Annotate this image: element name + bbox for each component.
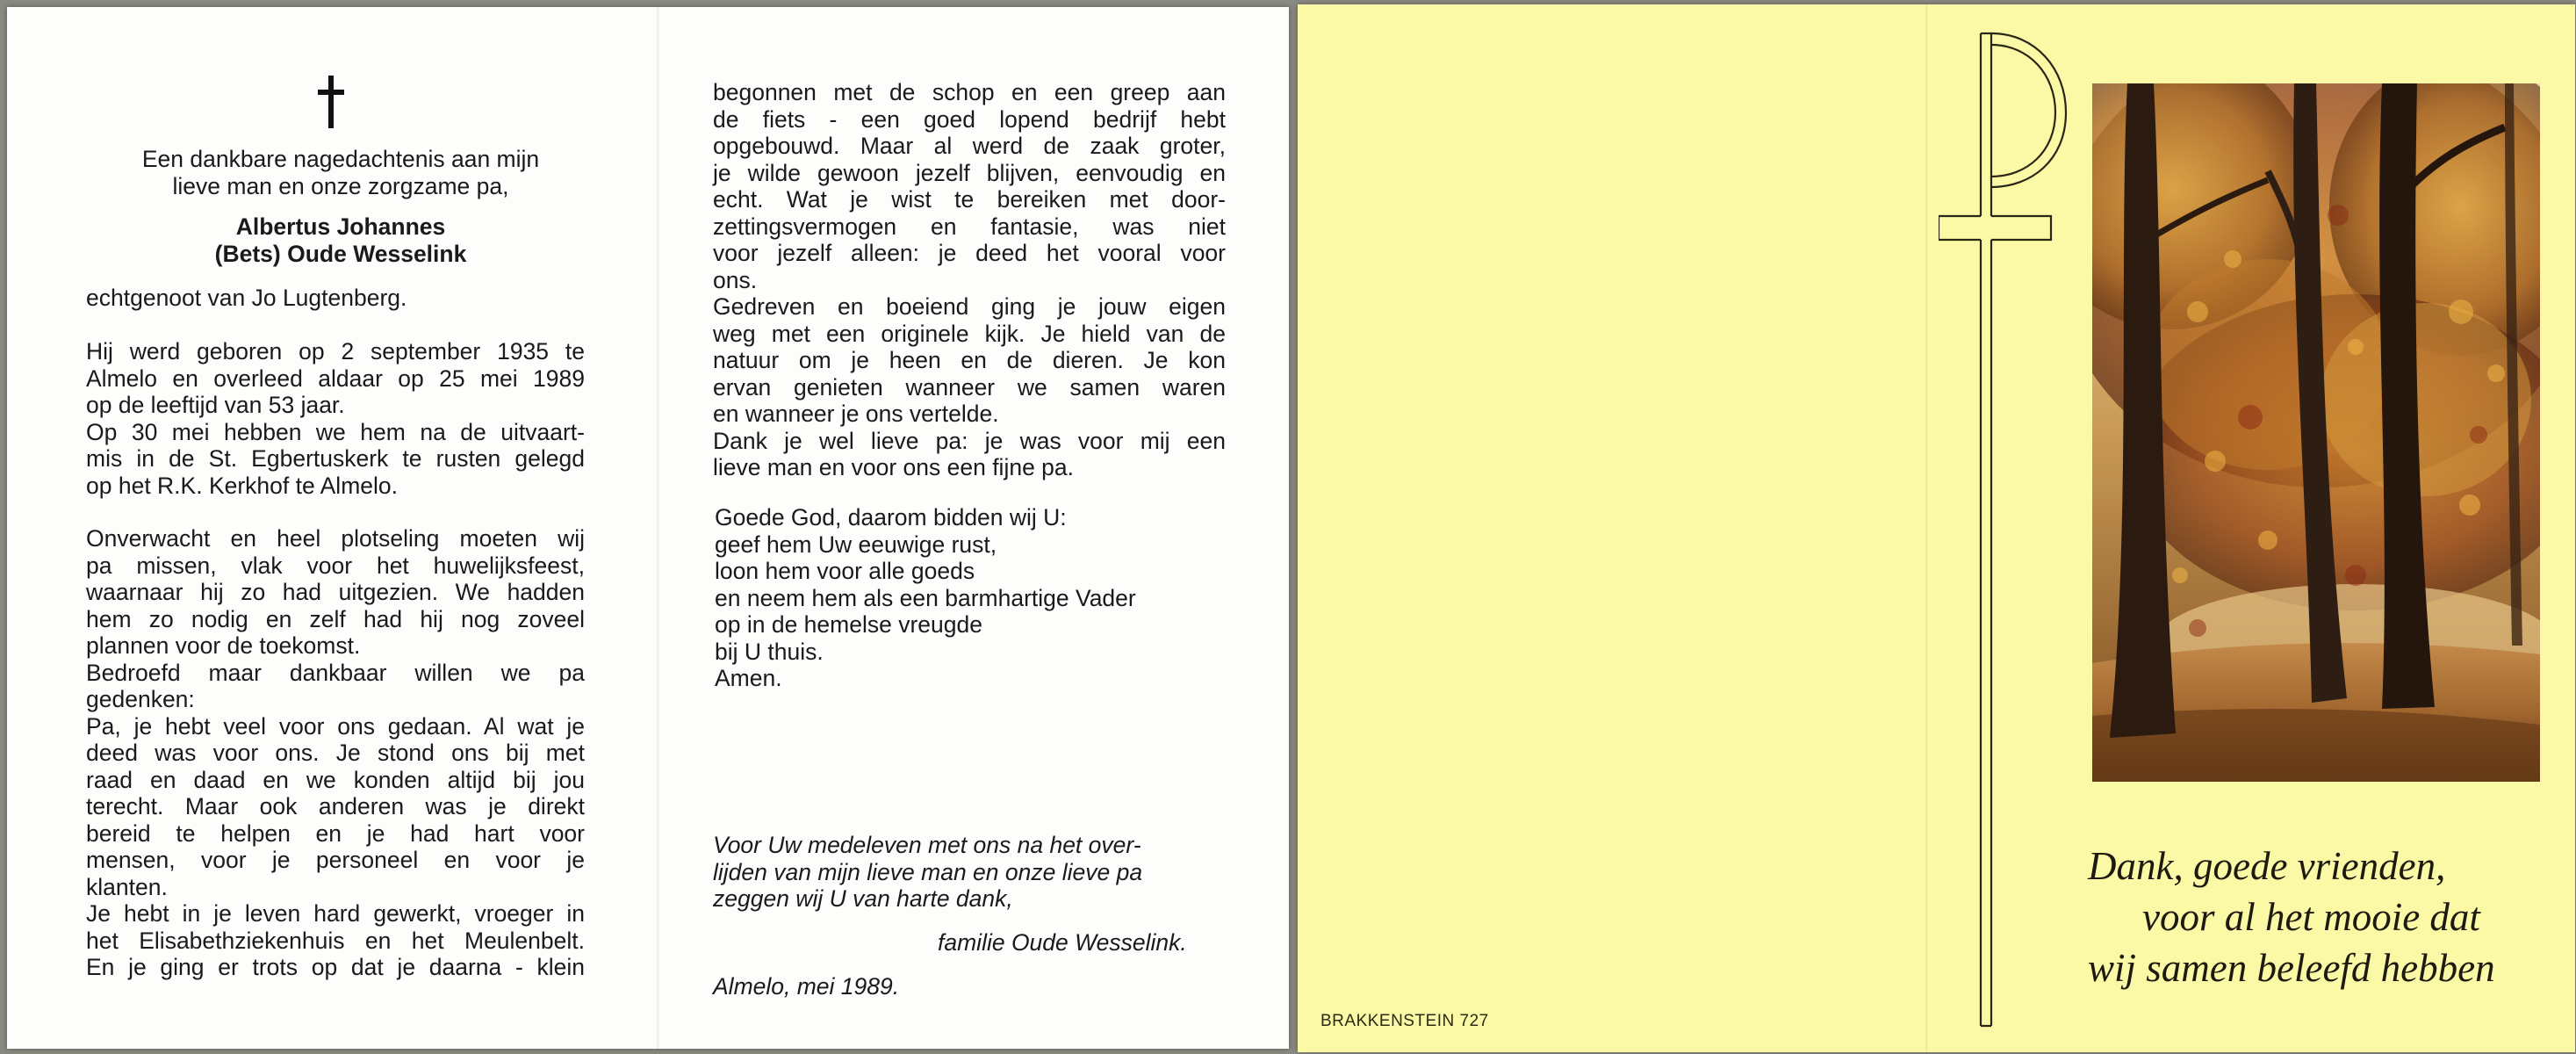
text-line: Pa, je hebt veel voor ons gedaan. Al wat je: [86, 712, 585, 740]
thanks-line: zeggen wij U van harte dank,: [713, 885, 1013, 912]
verse-line: wij samen beleefd hebben: [2088, 946, 2495, 990]
text-line: raad en daad en we konden altijd bij jou: [86, 766, 585, 793]
text-line: Dank je wel lieve pa: je was voor mij een: [713, 427, 1226, 454]
text-line: deed was voor ons. Je stond ons bij met: [86, 740, 585, 766]
text-line: Almelo en overleed aldaar op 25 mei 1989: [86, 365, 585, 392]
text-line: gedenken:: [86, 686, 195, 712]
intro-line: lieve man en onze zorgzame pa,: [172, 172, 509, 199]
text-line: Hij werd geboren op 2 september 1935 te: [86, 338, 585, 365]
text-line: en wanneer je ons vertelde.: [713, 401, 999, 427]
thanks-line: lijden van mijn lieve man en onze lieve pa: [713, 858, 1143, 885]
text-line: ons.: [713, 266, 758, 293]
text-line: zettingsvermogen en fantasie, was niet: [713, 213, 1226, 240]
printer-mark: BRAKKENSTEIN 727: [1320, 1012, 1489, 1030]
name-line: Albertus Johannes: [235, 213, 446, 240]
prayer-line: Amen.: [715, 665, 782, 691]
text-line: mis in de St. Egbertuskerk te rusten gelegd: [86, 445, 585, 472]
text-line: op de leeftijd van 53 jaar.: [86, 392, 345, 418]
thanks-line: Voor Uw medeleven met ons na het over-: [713, 832, 1141, 858]
prayer-line: geef hem Uw eeuwige rust,: [715, 531, 997, 558]
text-line: hem zo nodig en zelf had hij nog zoveel: [86, 605, 585, 632]
spouse-line: echtgenoot van Jo Lugtenberg.: [86, 285, 407, 311]
text-line: natuur om je heen en de dieren. Je kon: [713, 347, 1226, 373]
text-line: Op 30 mei hebben we hem na de uitvaart-: [86, 418, 585, 445]
text-line: mensen, voor je personeel en voor je: [86, 847, 585, 873]
text-line: klanten.: [86, 873, 168, 900]
text-line: lieve man en voor ons een fijne pa.: [713, 454, 1075, 480]
memorial-card-picture-side: [1298, 4, 2575, 1052]
memorial-card-text-side: [7, 7, 1289, 1049]
verse-line: voor al het mooie dat: [2142, 895, 2480, 939]
text-line: ervan genieten wanneer we samen waren: [713, 373, 1226, 401]
autumn-forest-photo: [2092, 83, 2540, 782]
prayer-line: bij U thuis.: [715, 638, 824, 665]
text-line: weg met een originele kijk. Je hield van de: [713, 320, 1226, 347]
text-line: En je ging er trots op dat je daarna - klein: [86, 954, 585, 980]
text-line: Onverwacht en heel plotseling moeten wij: [86, 525, 585, 552]
family-signature: familie Oude Wesselink.: [938, 929, 1187, 956]
text-line: echt. Wat je wist te bereiken met door-: [713, 186, 1226, 213]
text-line: Gedreven en boeiend ging je jouw eigen: [713, 293, 1226, 320]
text-line: voor jezelf alleen: je deed het vooral voor: [713, 240, 1226, 266]
chi-rho-cross-icon: [1939, 29, 2070, 1030]
text-line: begonnen met de schop en een greep aan: [713, 79, 1226, 105]
prayer-line: loon hem voor alle goeds: [715, 558, 975, 584]
card-fold-line: [1925, 4, 1928, 1052]
text-line: opgebouwd. Maar al werd de zaak groter,: [713, 133, 1226, 159]
text-line: Je hebt in je leven hard gewerkt, vroeger in: [86, 900, 585, 927]
prayer-line: op in de hemelse vreugde: [715, 611, 982, 638]
thank-you-verse: [2088, 841, 2544, 993]
name-line: (Bets) Oude Wesselink: [214, 240, 467, 267]
text-line: je wilde gewoon jezelf blijven, eenvoudig en: [713, 159, 1226, 186]
chi-rho-cross-svg: [1939, 29, 2070, 1030]
intro-line: Een dankbare nagedachtenis aan mijn: [141, 146, 540, 172]
text-line: het Elisabethziekenhuis en het Meulenbelt.: [86, 927, 585, 954]
prayer-paragraph: [715, 504, 1136, 692]
birth-death-paragraph: [86, 338, 585, 499]
thanks-paragraph: [713, 832, 1142, 913]
prayer-line: en neem hem als een barmhartige Vader: [715, 584, 1136, 611]
life-story-continued: [713, 79, 1226, 481]
text-line: terecht. Maar ook anderen was je direkt: [86, 793, 585, 819]
text-line: Bedroefd maar dankbaar willen we pa: [86, 659, 585, 686]
intro-text: [95, 146, 586, 199]
text-line: op het R.K. Kerkhof te Almelo.: [86, 472, 398, 499]
text-line: bereid te helpen en je had hart voor: [86, 819, 585, 847]
prayer-line: Goede God, daarom bidden wij U:: [715, 504, 1067, 531]
deceased-name: [95, 213, 586, 267]
place-date: Almelo, mei 1989.: [713, 973, 900, 1000]
cross-icon-svg: [318, 76, 344, 128]
autumn-forest-photo-svg: [2092, 83, 2540, 782]
card-fold-line: [657, 7, 659, 1049]
life-story-paragraph: [86, 525, 585, 981]
text-line: de fiets - een goed lopend bedrijf hebt: [713, 105, 1226, 133]
text-line: plannen voor de toekomst.: [86, 632, 361, 659]
text-line: pa missen, vlak voor het huwelijksfeest,: [86, 552, 585, 579]
cross-icon: [318, 76, 344, 128]
verse-line: Dank, goede vrienden,: [2088, 844, 2446, 888]
text-line: waarnaar hij zo had uitgezien. We hadden: [86, 579, 585, 605]
